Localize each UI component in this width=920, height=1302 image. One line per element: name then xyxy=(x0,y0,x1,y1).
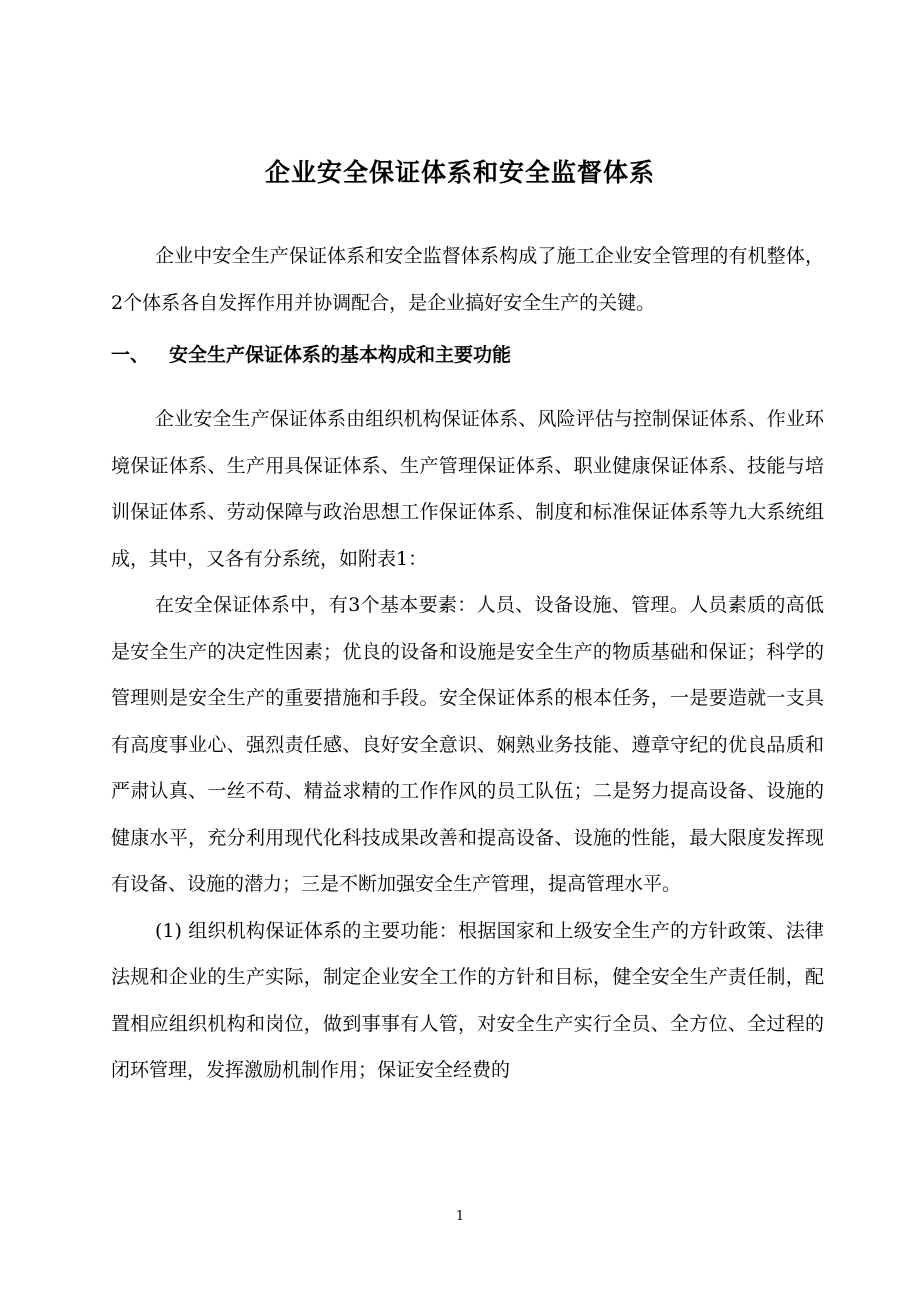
section-title: 安全生产保证体系的基本构成和主要功能 xyxy=(169,344,512,366)
page-number: 1 xyxy=(455,1209,465,1224)
intro-paragraph: 企业中安全生产保证体系和安全监督体系构成了施工企业安全管理的有机整体，2个体系各自发挥作用并协调配合，是企业搞好安全生产的关键。 xyxy=(111,245,824,314)
section-heading xyxy=(111,326,824,396)
body-paragraph: (1) 组织机构保证体系的主要功能：根据国家和上级安全生产的方针政策、法律法规和企业的生产实际，制定企业安全工作的方针和目标，健全安全生产责任制，配置相应组织机构和岗位，做到事事有人管，对安全生产实行全员、全方位、全过程的闭环管理，发挥激励机制作用；保证安全经费的 xyxy=(111,919,824,1081)
document-body xyxy=(111,233,824,1094)
body-paragraph: 企业安全生产保证体系由组织机构保证体系、风险评估与控制保证体系、作业环境保证体系、生产用具保证体系、生产管理保证体系、职业健康保证体系、技能与培训保证体系、劳动保障与政治思想工作保证体系、制度和标准保证体系等九大系统组成，其中，又各有分系统，如附表1： xyxy=(111,408,824,570)
body-paragraph: 在安全保证体系中，有3个基本要素：人员、设备设施、管理。人员素质的高低是安全生产的决定性因素；优良的设备和设施是安全生产的物质基础和保证；科学的管理则是安全生产的重要措施和手段。安全保证体系的根本任务，一是要造就一支具有高度事业心、强烈责任感、良好安全意识、娴熟业务技能、遵章守纪的优良品质和严肃认真、一丝不苟、精益求精的工作作风的员工队伍；二是努力提高设备、设施的健康水平，充分利用现代化科技成果改善和提高设备、设施的性能，最大限度发挥现有设备、设施的潜力；三是不断加强安全生产管理，提高管理水平。 xyxy=(111,594,824,895)
section-number: 一、 xyxy=(111,344,150,366)
document-title: 企业安全保证体系和安全监督体系 xyxy=(264,158,655,187)
